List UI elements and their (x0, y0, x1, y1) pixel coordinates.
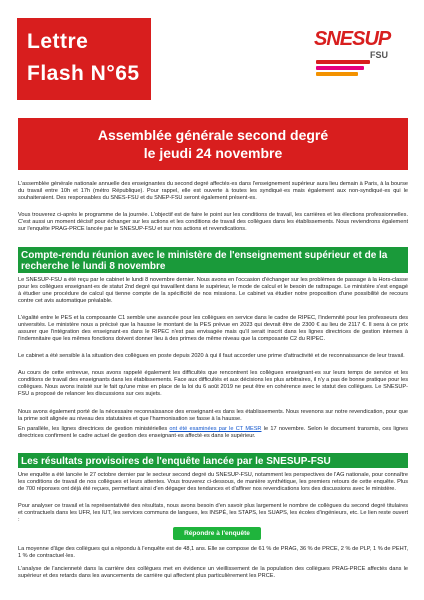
meeting-paragraph-2: L'égalité entre le PES et la composante C1 semble une avancée pour les collègues en service dans le cadre de RIPEC, l'indemnité pour les professeurs des universités. Le ministère nous a précisé que la hausse le montant de la PES prévue en 2023 qui devrait être de 2300 € au lieu de 2117 €. Il sera à ce prix assurer que l'intégration des enseignant·es dans le RIPEC n'est pas envisagée mais qu'il serait inscrit dans les lignes directrices de gestion internes à l'indemnitaire que les mêmes fonctions doivent donner lieu à des primes de même niveau que la composante C2 du RIPEC. (18, 315, 408, 342)
meeting-paragraph-3: Le cabinet a été sensible à la situation des collègues en poste depuis 2020 à qui il faut accorder une prime d'attractivité et de reconnaissance de leur travail. (18, 353, 405, 359)
meeting-paragraph-4: Au cours de cette entrevue, nous avons rappelé également les difficultés que rencontrent les collègues enseignant·es sur leurs temps de service et les conditions de travail des enseignants dans les établissements. Face aux difficultés et aux décisions les plus arbitraires, il n'y a pas de bonne pratique pour les collègues. Nous avons insisté sur le fait qu'une mise en place de la loi du 6 août 2019 ne peut être en cohérence avec le statut des collègues. Le SNESUP-FSU a proposé de relancer les discussions sur ces sujets. (18, 370, 408, 397)
snesup-fsu-logo (314, 28, 408, 84)
logo-color-bars (316, 60, 370, 80)
logo-suffix: FSU (370, 50, 388, 60)
logo-text: SNESUP (314, 28, 391, 50)
banner-title: Assemblée générale second degré (97, 127, 329, 143)
section-heading-survey: Les résultats provisoires de l'enquête lancée par le SNESUP-FSU (18, 453, 408, 468)
header (0, 0, 424, 104)
survey-paragraph-2: Pour analyser ce travail et la représentativité des résultats, nous avons besoin d'en savoir plus largement le nombre de collègues du second degré titulaires et contractuels dans les UFR, les IUT, les services communs de langues, les INSPÉ, les STAPS, les SUAPS, les écoles d'ingénieurs, etc. Le lien reste ouvert : (18, 503, 408, 523)
newsletter-title: Lettre (27, 30, 89, 53)
section-heading-meeting: Compte-rendu réunion avec le ministère de l'enseignement supérieur et de la recherche le lundi 8 novembre (18, 247, 408, 273)
intro-paragraph-1: L'assemblée générale nationale annuelle des enseignantes du second degré affectés·es dans l'enseignement supérieur aura lieu demain à Paris, à la bourse du travail entre 10h et 17h (métro République). Pour rappel, elle est ouverte à toutes les syndiqué·es mais également aux non-syndiqué·es qui le souhaiteraient. Des responsables du SNES-FSU et du SNEP-FSU seront également présent·es. (18, 181, 408, 201)
newsletter-title-box (17, 18, 151, 100)
meeting-paragraph-6: En parallèle, les lignes directrices de gestion ministérielles ont été examinées par le CT MESR le 17 novembre. Selon le document transmis, ces lignes directrices confirment le cadre actuel de gestion des enseignant·es affecté·es dans le supérieur. (18, 426, 408, 439)
survey-paragraph-4: L'analyse de l'ancienneté dans la carrière des collègues met en évidence un vieillissement de la population des collègues PRAG-PRCE affectés dans le supérieur et des retards dans les avancements de carrière qui affectent plus particulièrement les PRCE. (18, 566, 408, 579)
meeting-paragraph-5: Nous avons également porté de la nécessaire reconnaissance des enseignant·es dans les établissements. Nous revenons sur notre revendication, pour que la prime soit alignée au niveau des statutaires et que l'harmonisation se fasse à la hausse. (18, 409, 408, 422)
event-banner (18, 118, 408, 170)
newsletter-issue: Flash N°65 (27, 62, 140, 85)
ct-mesr-link[interactable]: ont été examinées par le CT MESR (169, 426, 262, 432)
survey-button[interactable]: Répondre à l'enquête (173, 527, 261, 540)
survey-paragraph-1: Une enquête a été lancée le 27 octobre dernier par le secteur second degré du SNESUP-FSU, notamment les perspectives de l'AG nationale, pour connaître les conditions de travail de nos collègues et leurs attentes. Vous trouverez ci-dessous, de manière synthétique, les premiers retours de cette enquête. Plus de 700 réponses ont déjà été reçues, permettant ainsi d'en dégager des tendances et d'affiner nos revendications lors des discussions avec le ministère. (18, 472, 408, 492)
intro-paragraph-2: Vous trouverez ci-après le programme de la journée. L'objectif est de faire le point sur les conditions de travail, les carrières et les élections professionnelles. C'est aussi un moment décisif pour échanger sur les actions et les conditions de travail des collègues dans les établissements. Nous reviendrons également sur l'enquête PRAG-PRCE lancée par le SNESUP-FSU et sur nos actions et revendications. (18, 212, 408, 232)
banner-date: le jeudi 24 novembre (143, 145, 283, 161)
meeting-paragraph-1: Le SNESUP-FSU a été reçu par le cabinet le lundi 8 novembre dernier. Nous avons en l'occasion d'échanger sur les problèmes de passage à la Hors-classe pour les collègues enseignant·es de statut 2nd degré qui travaillent dans le supérieur, le mode de calcul et le besoin de rattrapage. Le ministère s'est engagé à étudier une procédure de calcul qui tienne compte de la spécificité de nos missions. Le cabinet va étudier notre proposition d'une possibilité de recours contre cet avis automatique préalable. (18, 277, 408, 304)
survey-paragraph-3: La moyenne d'âge des collègues qui a répondu à l'enquête est de 48,1 ans. Elle se compose de 61 % de PRAG, 36 % de PRCE, 2 % de PLP, 1 % de PEHT, 1 % de contractuel·les. (18, 546, 408, 559)
